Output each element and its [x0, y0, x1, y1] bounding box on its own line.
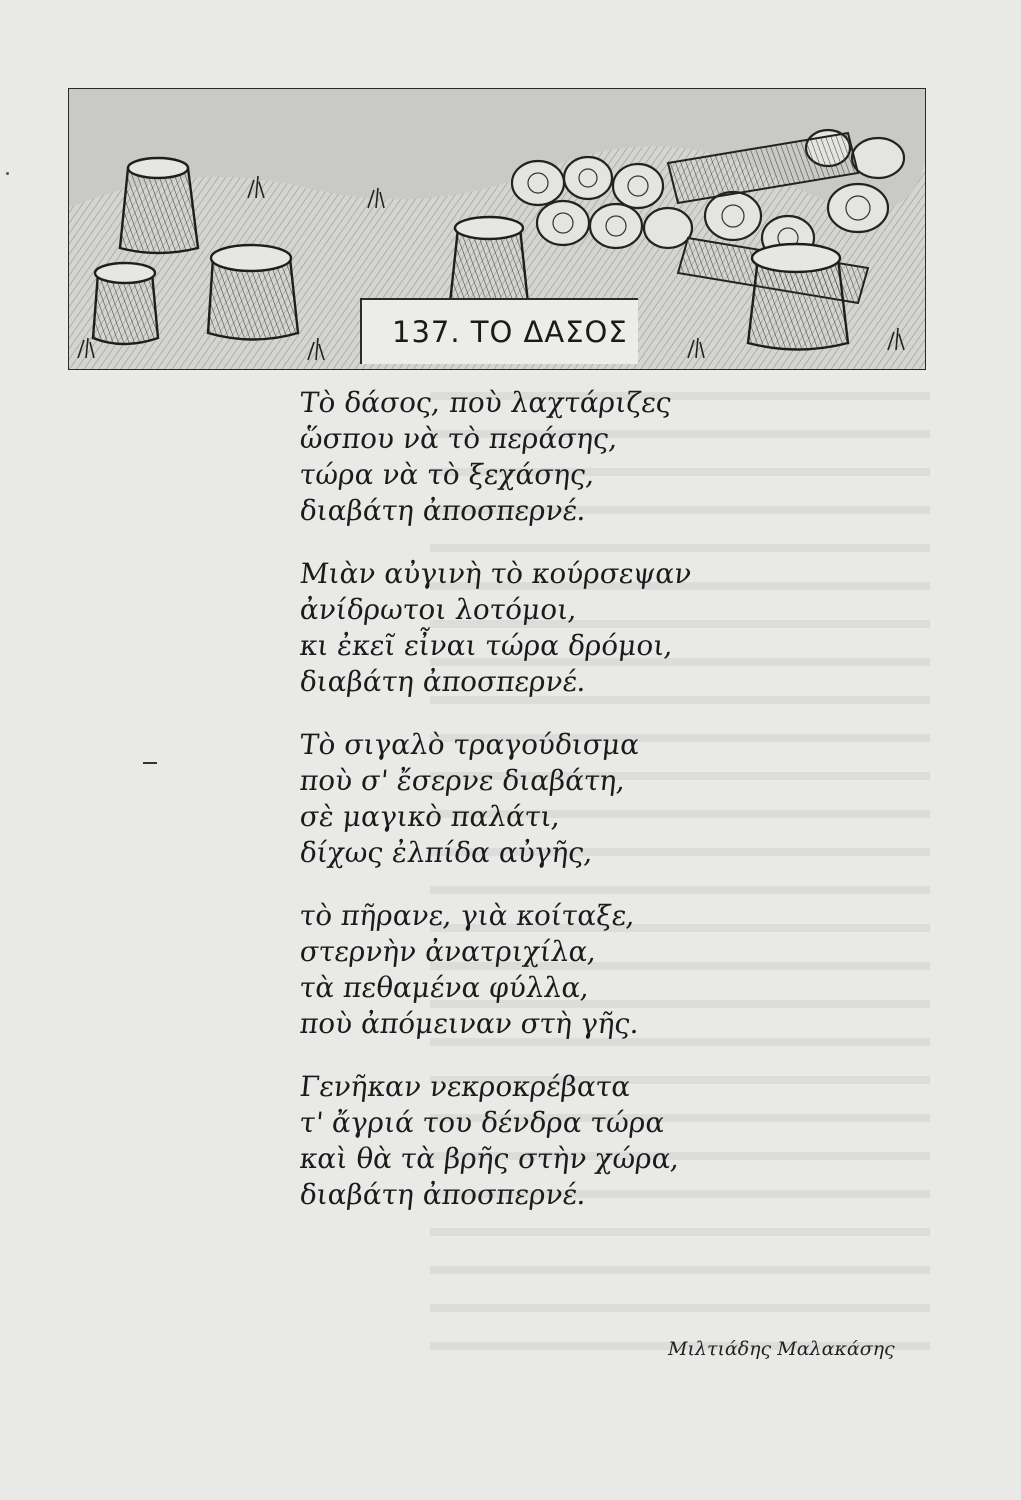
poem-line: καὶ θὰ τὰ βρῆς στὴν χώρα, [298, 1142, 682, 1175]
poem-line: τώρα νὰ τὸ ξεχάσης, [298, 458, 597, 491]
poem-line: ποὺ σ' ἔσερνε διαβάτη, [298, 764, 628, 797]
poem-line: Τὸ δάσος, ποὺ λαχτάριζες [298, 386, 674, 419]
poem-line: τὸ πῆρανε, γιὰ κοίταξε, [298, 899, 638, 932]
poem-line: διαβάτη ἀποσπερνέ. [298, 665, 588, 698]
poem-line: διαβάτη ἀποσπερνέ. [298, 494, 588, 527]
page-speck [6, 172, 9, 175]
poem-line: Μιὰν αὐγινὴ τὸ κούρσεψαν [298, 557, 694, 590]
poem-line: Γενῆκαν νεκροκρέβατα [298, 1070, 633, 1103]
stanza [300, 385, 860, 529]
margin-dash-mark [143, 762, 157, 764]
stanza [300, 1069, 860, 1213]
poem-line: διαβάτη ἀποσπερνέ. [298, 1178, 588, 1211]
poem-line: σὲ μαγικὸ παλάτι, [298, 800, 563, 833]
poem-line: Τὸ σιγαλὸ τραγούδισμα [298, 728, 641, 761]
poem-body [300, 385, 860, 1240]
poem-line: κι ἐκεῖ εἶναι τώρα δρόμοι, [298, 629, 676, 662]
stanza [300, 556, 860, 700]
poem-title: 137. ΤΟ ΔΑΣΟΣ [392, 315, 628, 349]
poem-line: ὥσπου νὰ τὸ περάσης, [298, 422, 620, 455]
poem-line: ποὺ ἀπόμειναν στὴ γῆς. [298, 1007, 642, 1040]
poem-title-box [360, 298, 638, 364]
poem-author: Μιλτιάδης Μαλακάσης [668, 1338, 895, 1360]
poem-line: τ' ἄγριά του δένδρα τώρα [298, 1106, 667, 1139]
poem-line: δίχως ἐλπίδα αὐγῆς, [298, 836, 595, 869]
poem-line: ἀνίδρωτοι λοτόμοι, [298, 593, 579, 626]
poem-line: στερνὴν ἀνατριχίλα, [298, 935, 599, 968]
stanza [300, 727, 860, 871]
stanza [300, 898, 860, 1042]
poem-line: τὰ πεθαμένα φύλλα, [298, 971, 592, 1004]
